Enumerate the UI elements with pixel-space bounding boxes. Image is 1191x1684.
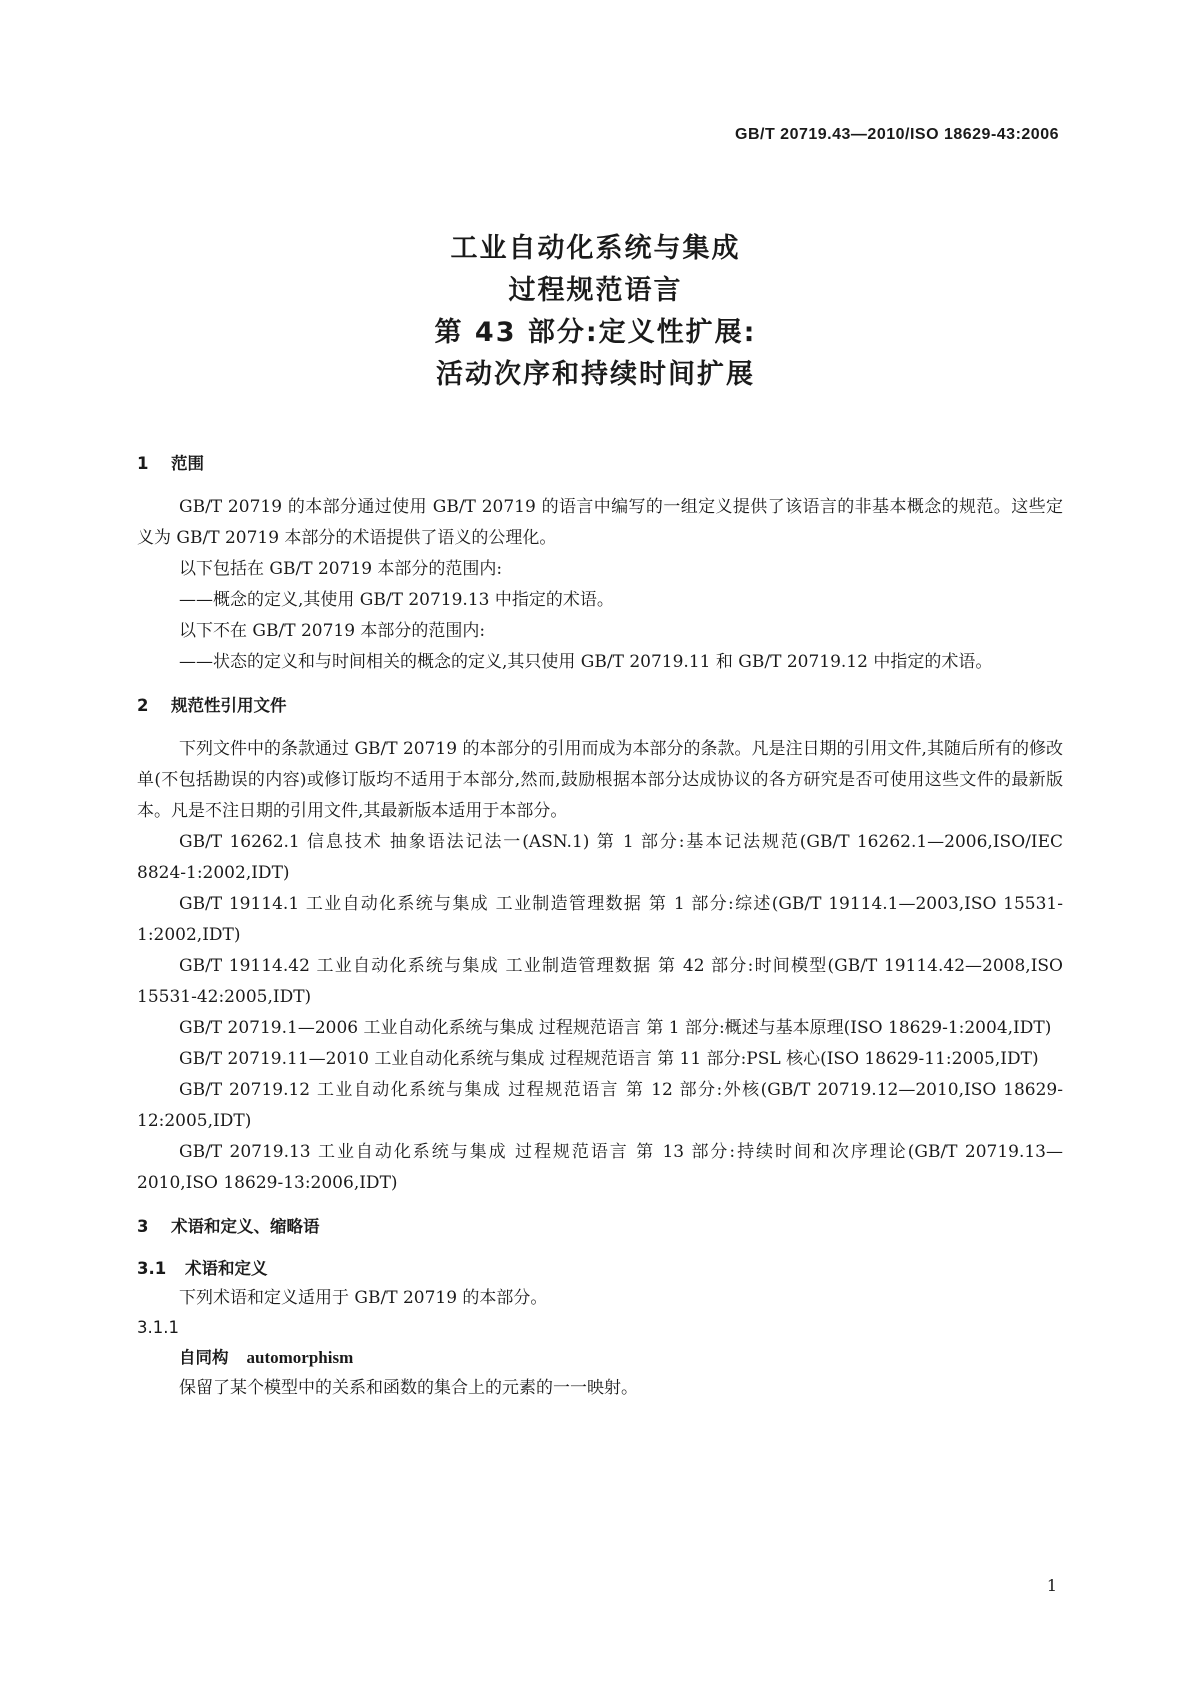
reference-item: GB/T 20719.13 工业自动化系统与集成 过程规范语言 第 13 部分:持续时间和次序理论(GB/T 20719.13—2010,ISO 18629-13:2006,IDT) xyxy=(137,1142,1063,1193)
reference-item: GB/T 19114.1 工业自动化系统与集成 工业制造管理数据 第 1 部分:综述(GB/T 19114.1—2003,ISO 15531-1:2002,IDT) xyxy=(137,894,1063,945)
term-number: 3.1.1 xyxy=(137,1318,179,1337)
reference-item: GB/T 20719.1—2006 工业自动化系统与集成 过程规范语言 第 1 部分:概述与基本原理(ISO 18629-1:2004,IDT) xyxy=(179,1018,1052,1038)
term-chinese: 自同构 xyxy=(179,1348,229,1367)
document-title xyxy=(0,228,1191,396)
reference-item: GB/T 20719.12 工业自动化系统与集成 过程规范语言 第 12 部分:外核(GB/T 20719.12—2010,ISO 18629-12:2005,IDT) xyxy=(137,1080,1063,1131)
section-title: 范围 xyxy=(171,454,204,473)
subsection-3-1-heading xyxy=(137,1255,1063,1279)
scope-excluded-intro: 以下不在 GB/T 20719 本部分的范围内: xyxy=(179,621,486,641)
subsection-title: 术语和定义 xyxy=(185,1259,268,1278)
terms-intro: 下列术语和定义适用于 GB/T 20719 的本部分。 xyxy=(179,1288,548,1308)
reference-item: GB/T 16262.1 信息技术 抽象语法记法一(ASN.1) 第 1 部分:基本记法规范(GB/T 16262.1—2006,ISO/IEC 8824-1:2002,IDT) xyxy=(137,832,1063,883)
section-number: 3 xyxy=(137,1217,149,1236)
term-english: automorphism xyxy=(246,1348,354,1367)
section-number: 1 xyxy=(137,454,149,473)
section-3-heading xyxy=(137,1213,1063,1237)
normative-refs-intro: 下列文件中的条款通过 GB/T 20719 的本部分的引用而成为本部分的条款。凡是注日期的引用文件,其随后所有的修改单(不包括勘误的内容)或修订版均不适用于本部分,然而,鼓励根据本部分达成协议的各方研究是否可使用这些文件的最新版本。凡是不注日期的引用文件,其最新版本适用于本部分。 xyxy=(137,739,1063,821)
page-number: 1 xyxy=(1046,1576,1057,1595)
title-line-4: 活动次序和持续时间扩展 xyxy=(436,359,755,390)
term-definition: 保留了某个模型中的关系和函数的集合上的元素的一一映射。 xyxy=(179,1378,638,1398)
reference-item: GB/T 20719.11—2010 工业自动化系统与集成 过程规范语言 第 11 部分:PSL 核心(ISO 18629-11:2005,IDT) xyxy=(179,1049,1039,1069)
section-number: 2 xyxy=(137,696,149,715)
subsection-number: 3.1 xyxy=(137,1259,167,1278)
scope-paragraph: GB/T 20719 的本部分通过使用 GB/T 20719 的语言中编写的一组定义提供了该语言的非基本概念的规范。这些定义为 GB/T 20719 本部分的术语提供了语义的公理化。 xyxy=(137,497,1063,548)
title-line-3: 第 43 部分:定义性扩展: xyxy=(434,317,757,348)
scope-included-item: ——概念的定义,其使用 GB/T 20719.13 中指定的术语。 xyxy=(179,590,614,610)
term-entry xyxy=(179,1343,1063,1373)
document-body xyxy=(137,450,1063,1404)
scope-excluded-item: ——状态的定义和与时间相关的概念的定义,其只使用 GB/T 20719.11 和 GB/T 20719.12 中指定的术语。 xyxy=(179,652,993,672)
standard-code: GB/T 20719.43—2010/ISO 18629-43:2006 xyxy=(735,126,1059,143)
section-title: 规范性引用文件 xyxy=(171,696,287,715)
title-line-1: 工业自动化系统与集成 xyxy=(450,233,741,264)
reference-item: GB/T 19114.42 工业自动化系统与集成 工业制造管理数据 第 42 部分:时间模型(GB/T 19114.42—2008,ISO 15531-42:2005,IDT) xyxy=(137,956,1063,1007)
title-line-2: 过程规范语言 xyxy=(508,275,683,306)
section-1-heading xyxy=(137,450,1063,474)
section-2-heading xyxy=(137,692,1063,716)
section-title: 术语和定义、缩略语 xyxy=(171,1217,320,1236)
scope-included-intro: 以下包括在 GB/T 20719 本部分的范围内: xyxy=(179,559,503,579)
